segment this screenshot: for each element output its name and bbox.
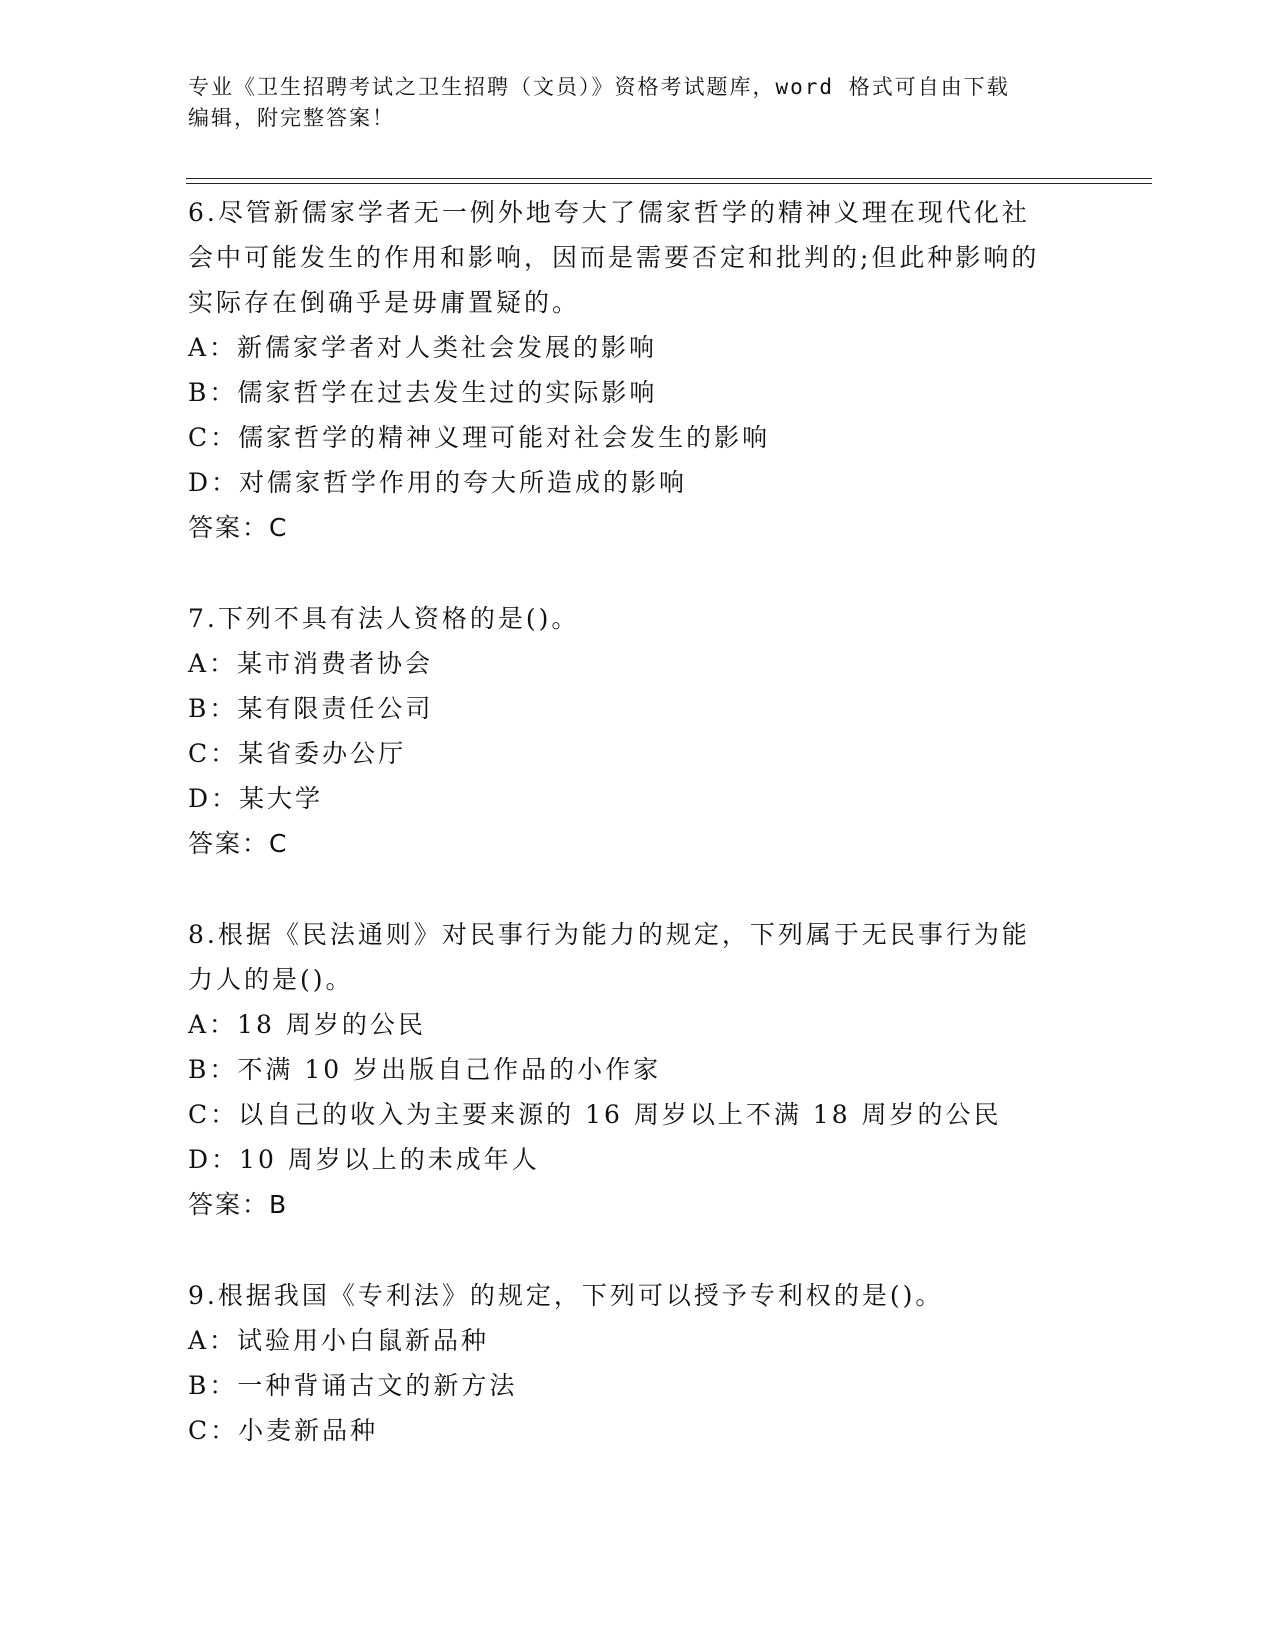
option-a: A：新儒家学者对人类社会发展的影响 xyxy=(188,333,658,362)
answer-label: 答案：C xyxy=(188,829,289,858)
question-stem-line: 会中可能发生的作用和影响，因而是需要否定和批判的;但此种影响的 xyxy=(188,243,1040,272)
header-line-1: 专业《卫生招聘考试之卫生招聘（文员）》资格考试题库，word 格式可自由下载 xyxy=(188,75,1010,99)
option-d: D：对儒家哲学作用的夸大所造成的影响 xyxy=(188,468,688,497)
option-b: B：某有限责任公司 xyxy=(188,694,434,723)
question-stem-line: 9.根据我国《专利法》的规定，下列可以授予专利权的是()。 xyxy=(188,1281,944,1310)
option-c: C：儒家哲学的精神义理可能对社会发生的影响 xyxy=(188,423,771,452)
question-9 xyxy=(188,1273,1088,1453)
header-rule-top xyxy=(186,178,1152,179)
question-6 xyxy=(188,190,1088,550)
option-a: A：试验用小白鼠新品种 xyxy=(188,1326,490,1355)
document-header xyxy=(188,72,1088,134)
question-stem-line: 6.尽管新儒家学者无一例外地夸大了儒家哲学的精神义理在现代化社 xyxy=(188,198,1030,227)
option-d: D：某大学 xyxy=(188,784,324,813)
header-line-2: 编辑，附完整答案！ xyxy=(188,106,395,130)
question-8 xyxy=(188,912,1088,1227)
question-stem-line: 8.根据《民法通则》对民事行为能力的规定，下列属于无民事行为能 xyxy=(188,920,1030,949)
question-stem-line: 力人的是()。 xyxy=(188,965,354,994)
option-c: C：某省委办公厅 xyxy=(188,739,407,768)
option-c: C：小麦新品种 xyxy=(188,1416,379,1445)
option-b: B：儒家哲学在过去发生过的实际影响 xyxy=(188,378,658,407)
option-b: B：不满 10 岁出版自己作品的小作家 xyxy=(188,1055,662,1084)
header-rule-bottom xyxy=(186,183,1152,184)
question-7 xyxy=(188,596,1088,866)
option-c: C：以自己的收入为主要来源的 16 周岁以上不满 18 周岁的公民 xyxy=(188,1100,1002,1129)
option-a: A：18 周岁的公民 xyxy=(188,1010,426,1039)
option-b: B：一种背诵古文的新方法 xyxy=(188,1371,518,1400)
option-a: A：某市消费者协会 xyxy=(188,649,434,678)
question-list xyxy=(188,190,1088,1499)
answer-label: 答案：B xyxy=(188,1190,289,1219)
answer-label: 答案：C xyxy=(188,513,289,542)
question-stem-line: 7.下列不具有法人资格的是()。 xyxy=(188,604,580,633)
option-d: D：10 周岁以上的未成年人 xyxy=(188,1145,540,1174)
question-stem-line: 实际存在倒确乎是毋庸置疑的。 xyxy=(188,288,581,317)
